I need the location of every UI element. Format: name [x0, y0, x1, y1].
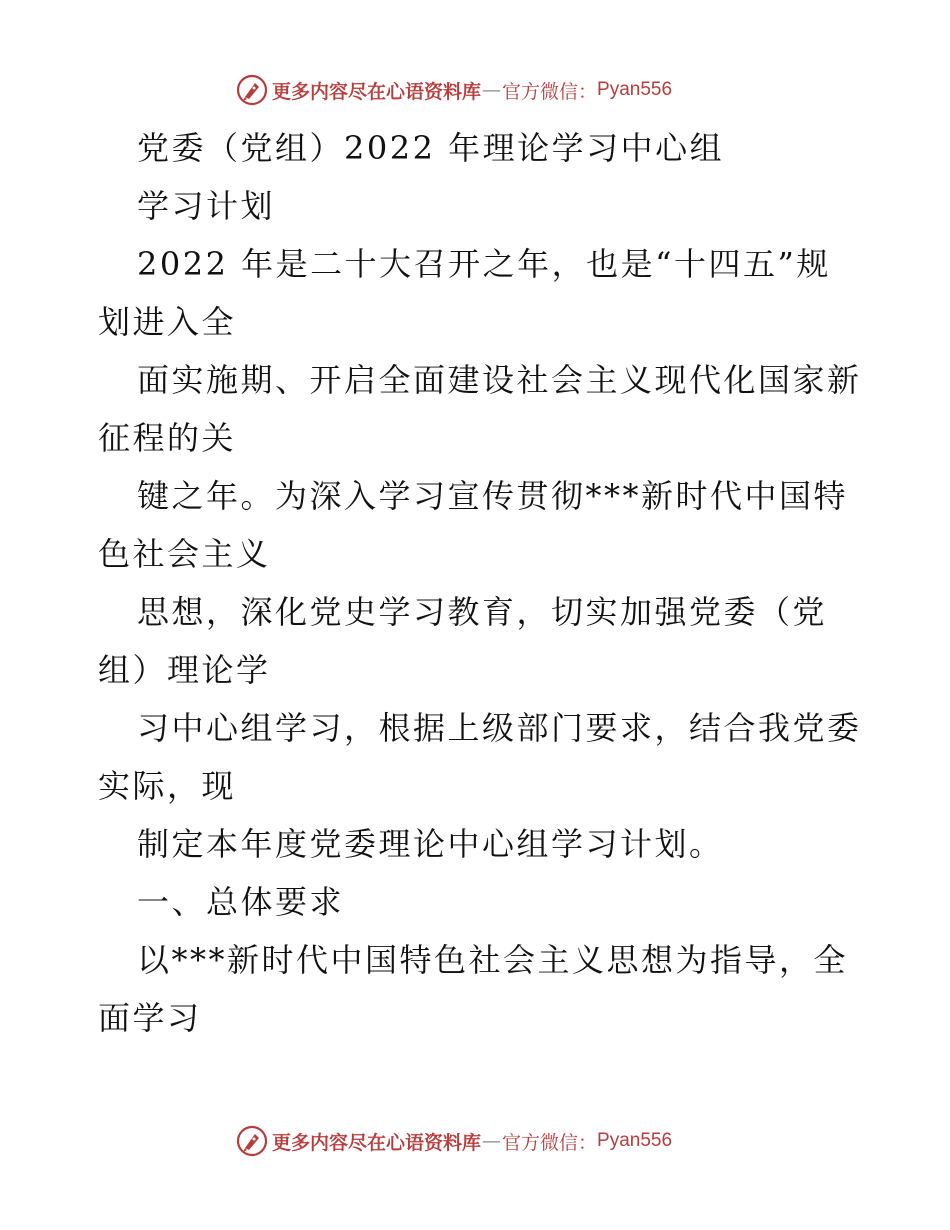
- doc-paragraph-line: 征程的关: [98, 419, 237, 457]
- banner-dash: —: [482, 79, 502, 101]
- doc-paragraph-line: 色社会主义: [98, 535, 271, 573]
- pen-nib-logo-icon: [236, 1125, 268, 1157]
- banner-wechat-id: Pyan556: [597, 79, 673, 100]
- pen-nib-logo-icon: [236, 74, 268, 106]
- doc-paragraph-line: 思想，深化党史学习教育，切实加强党委（党: [137, 593, 828, 631]
- doc-paragraph-line: 面实施期、开启全面建设社会主义现代化国家新: [137, 361, 862, 399]
- doc-paragraph-line: 2022 年是二十大召开之年，也是“十四五”规: [137, 245, 831, 283]
- header-watermark-banner: [236, 73, 672, 107]
- footer-watermark-banner: [236, 1124, 672, 1158]
- doc-paragraph-line: 习中心组学习，根据上级部门要求，结合我党委: [137, 709, 862, 747]
- doc-paragraph-line: 组）理论学: [98, 651, 271, 689]
- banner-wechat-label: 官方微信：: [502, 1131, 598, 1154]
- doc-section-heading: 一、总体要求: [137, 883, 345, 921]
- banner-wechat-id: Pyan556: [597, 1130, 673, 1151]
- doc-paragraph-line: 以***新时代中国特色社会主义思想为指导，全: [137, 941, 849, 979]
- banner-site-name: 更多内容尽在心语资料库: [272, 1131, 482, 1154]
- doc-paragraph-line: 实际，现: [98, 767, 237, 805]
- doc-title-line-1: 党委（党组）2022 年理论学习中心组: [137, 129, 725, 167]
- doc-paragraph-line: 制定本年度党委理论中心组学习计划。: [137, 825, 724, 863]
- banner-dash: —: [482, 1130, 502, 1152]
- doc-paragraph-line: 划进入全: [98, 303, 237, 341]
- banner-wechat-label: 官方微信：: [502, 80, 598, 103]
- doc-paragraph-line: 键之年。为深入学习宣传贯彻***新时代中国特: [137, 477, 849, 515]
- doc-paragraph-line: 面学习: [98, 999, 202, 1037]
- banner-site-name: 更多内容尽在心语资料库: [272, 80, 482, 103]
- doc-title-line-2: 学习计划: [137, 187, 276, 225]
